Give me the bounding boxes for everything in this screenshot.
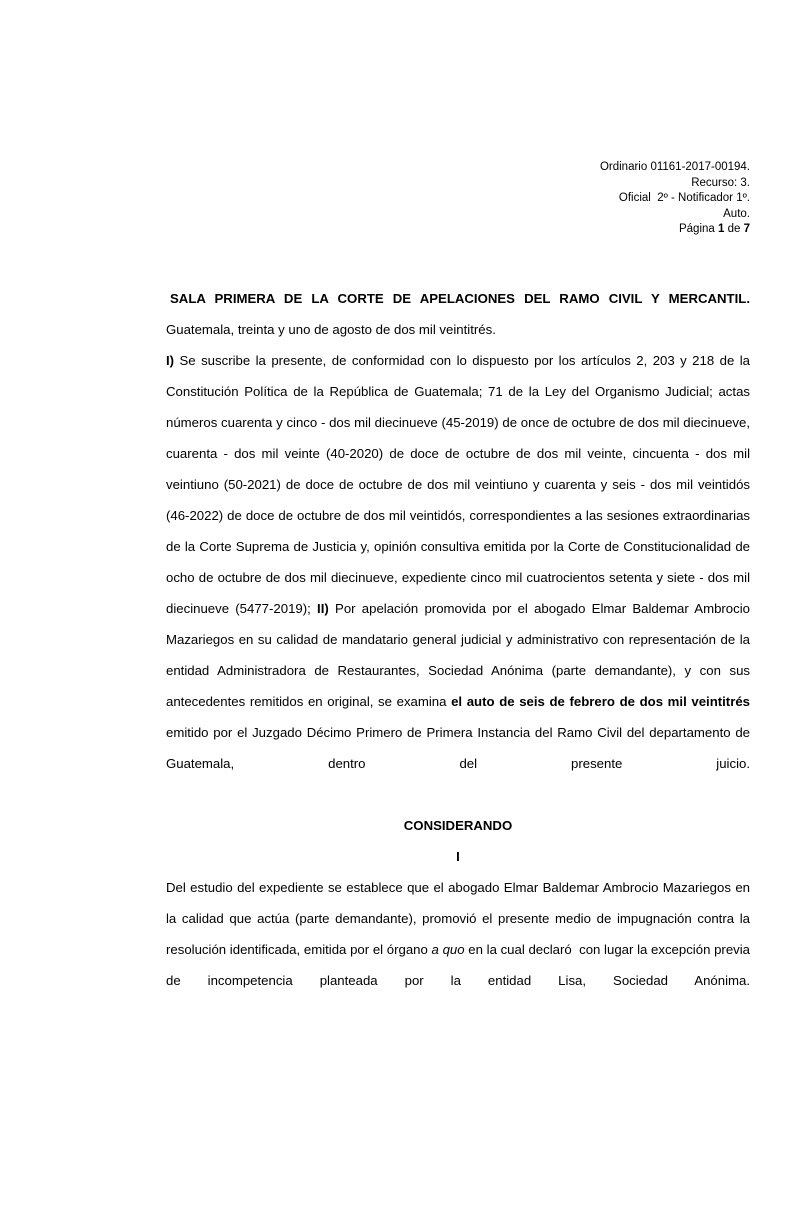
page-label-prefix: Página <box>678 223 718 236</box>
resolution-type: Auto. <box>723 207 750 220</box>
considerando-text-end: en la cual declaró con lugar la excepción previa de incompetencia planteada por la entidad Lisa, Sociedad Anónima. <box>166 942 754 988</box>
latin-term-quo: quo <box>442 942 465 957</box>
document-body <box>166 283 754 1027</box>
recital-two-text: Por apelación promovida por el abogado Elmar Baldemar Ambrocio Mazariegos en su calidad de mandatario general judicial y administrativo con representación de la entidad Administradora de Restaurantes, Sociedad Anónima (parte demandante), y con sus antecedentes remitidos en original, se examina <box>166 601 754 709</box>
case-number: Ordinario 01161-2017-00194. <box>599 161 750 173</box>
recital-one-text: Se suscribe la presente, de conformidad con lo dispuesto por los artículos 2, 203 y 218 de la Constitución Política de la República de Guatemala; 71 de la Ley del Organismo Judicial; actas números cuarenta y cinco - dos mil diecinueve (45-2019) de once de octubre de dos mil diecinueve, cuarenta - dos mil veinte (40-2020) de doce de octubre de dos mil veinte, cincuenta - dos mil veintiuno (50-2021) de doce de octubre de dos mil veintiuno y cuarenta y seis - dos mil veintidós (46-2022) de doce de octubre de dos mil veintidós, correspondientes a las sesiones extraordinarias de la Corte Suprema de Justicia y, opinión consultiva emitida por la Corte de Constitucionalidad de ocho de octubre de dos mil diecinueve, expediente cinco mil cuatrocientos setenta y siete - dos mil diecinueve (5477-2019); <box>166 353 754 616</box>
issuing-court-text: emitido por el Juzgado Décimo Primero de Primera Instancia del Ramo Civil del departamento de Guatemala, dentro del presente juicio. <box>166 694 754 771</box>
considerando-paragraph <box>166 872 754 1027</box>
considerando-numeral: I <box>456 849 460 864</box>
opening-paragraph <box>166 283 754 810</box>
place-and-date: Guatemala, treinta y uno de agosto de dos mil veintitrés. <box>166 291 754 337</box>
considerando-text-start: Del estudio del expediente se establece que el abogado Elmar Baldemar Ambrocio Mazariegos en la calidad que actúa (parte demandante), promovió el presente medio de impugnación contra la resolución identificada, emitida por el órgano <box>166 880 754 957</box>
court-title: SALA PRIMERA DE LA CORTE DE APELACIONES DEL RAMO CIVIL Y MERCANTIL. <box>170 291 750 306</box>
page-joiner: de <box>724 223 744 236</box>
section-marker-one: I) <box>166 353 175 368</box>
page-current: 1 <box>718 223 725 236</box>
page-total: 7 <box>743 223 750 236</box>
officer-notifier: Oficial 2º - Notificador 1º. <box>618 192 750 205</box>
considerando-heading: CONSIDERANDO <box>403 818 513 833</box>
section-marker-two: II) <box>317 601 329 616</box>
document-header <box>166 160 750 238</box>
latin-term-a: a <box>431 942 439 957</box>
appealed-order-reference: el auto de seis de febrero de dos mil veintitrés <box>451 694 750 709</box>
page-indicator <box>166 222 750 238</box>
appeal-number: Recurso: 3. <box>691 176 750 189</box>
